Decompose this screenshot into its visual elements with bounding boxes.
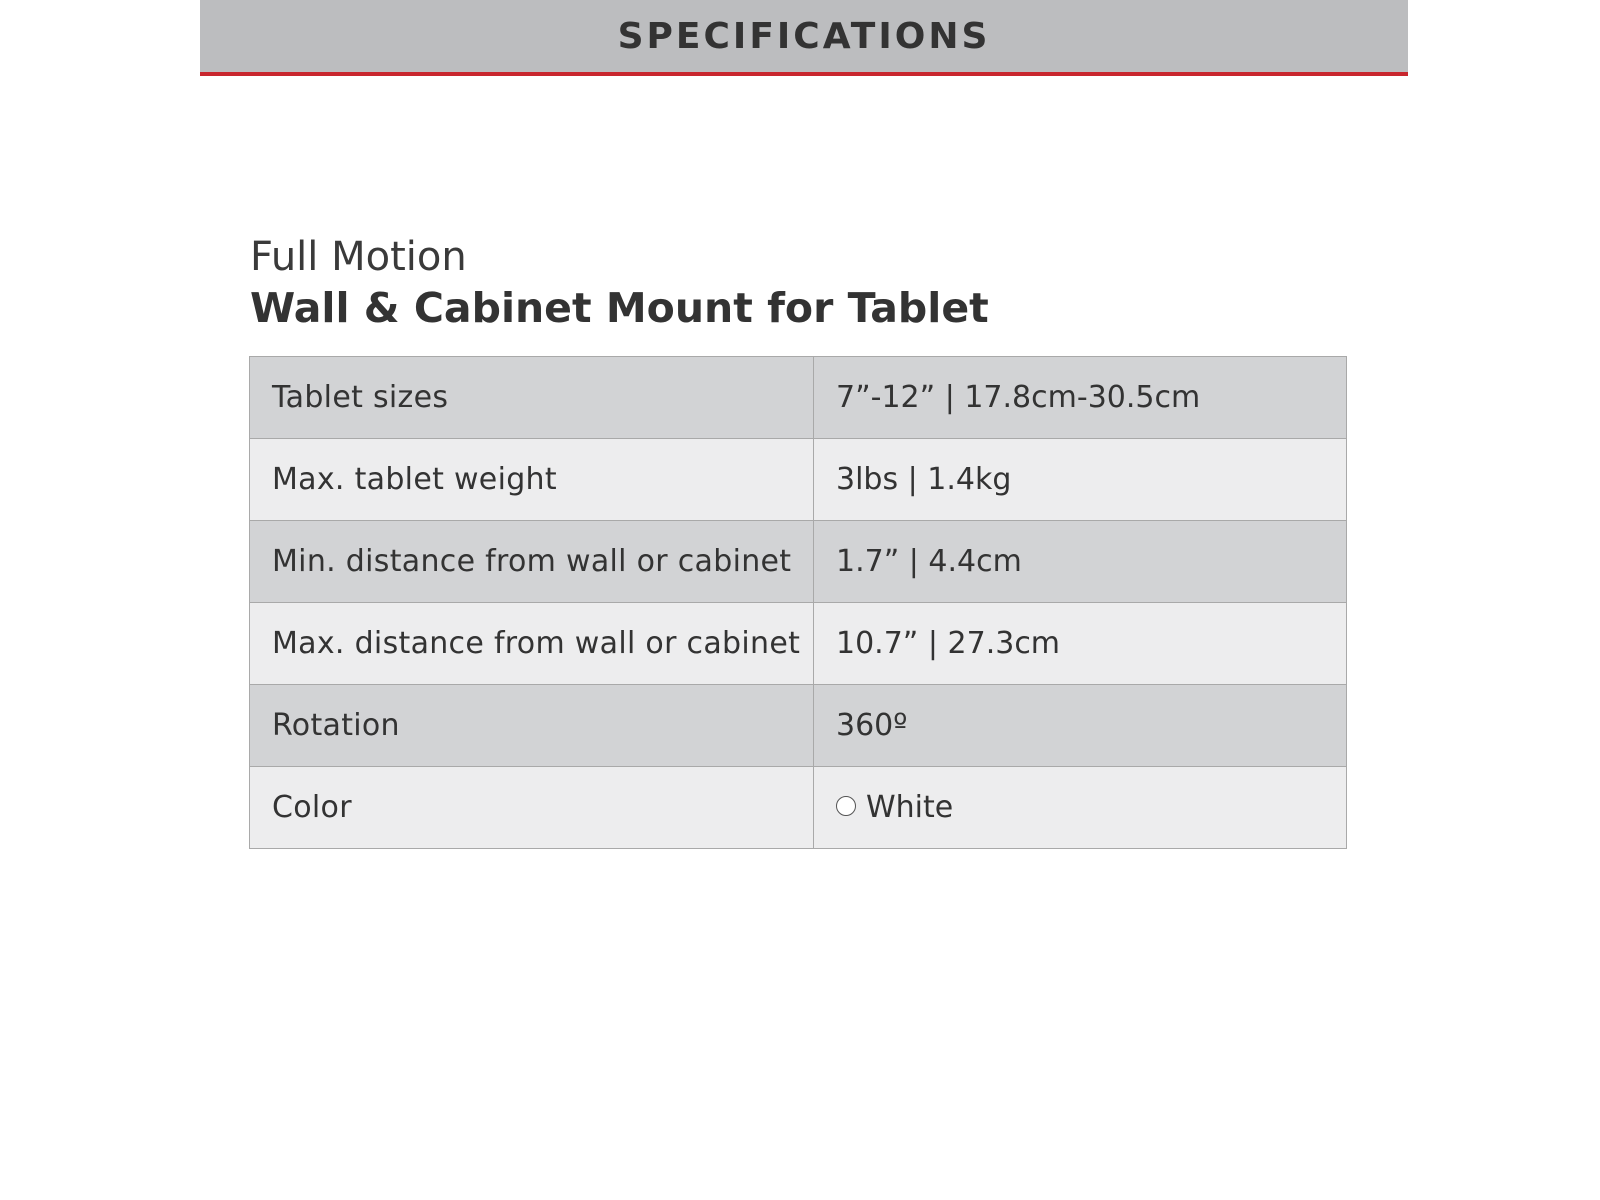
spec-label: Color: [250, 767, 814, 849]
spec-label: Max. distance from wall or cabinet: [250, 603, 814, 685]
spec-label: Rotation: [250, 685, 814, 767]
spec-label: Tablet sizes: [250, 357, 814, 439]
spec-label: Min. distance from wall or cabinet: [250, 521, 814, 603]
spec-row-min-distance: [250, 521, 1347, 603]
color-name: White: [866, 790, 954, 825]
spec-value: 7”-12” | 17.8cm-30.5cm: [814, 357, 1347, 439]
spec-value: 1.7” | 4.4cm: [814, 521, 1347, 603]
spec-row-tablet-sizes: [250, 357, 1347, 439]
product-subtitle: Full Motion: [250, 234, 467, 280]
spec-row-max-tablet-weight: [250, 439, 1347, 521]
spec-value: 3lbs | 1.4kg: [814, 439, 1347, 521]
spec-value-color: [814, 767, 1347, 849]
spec-row-rotation: [250, 685, 1347, 767]
spec-row-color: [250, 767, 1347, 849]
section-title: SPECIFICATIONS: [617, 15, 991, 57]
spec-row-max-distance: [250, 603, 1347, 685]
spec-label: Max. tablet weight: [250, 439, 814, 521]
spec-value: 360º: [814, 685, 1347, 767]
specifications-header: [200, 0, 1408, 76]
product-title: Wall & Cabinet Mount for Tablet: [250, 284, 989, 332]
specifications-table: [249, 356, 1347, 849]
spec-value: 10.7” | 27.3cm: [814, 603, 1347, 685]
color-swatch-icon: [836, 796, 856, 816]
